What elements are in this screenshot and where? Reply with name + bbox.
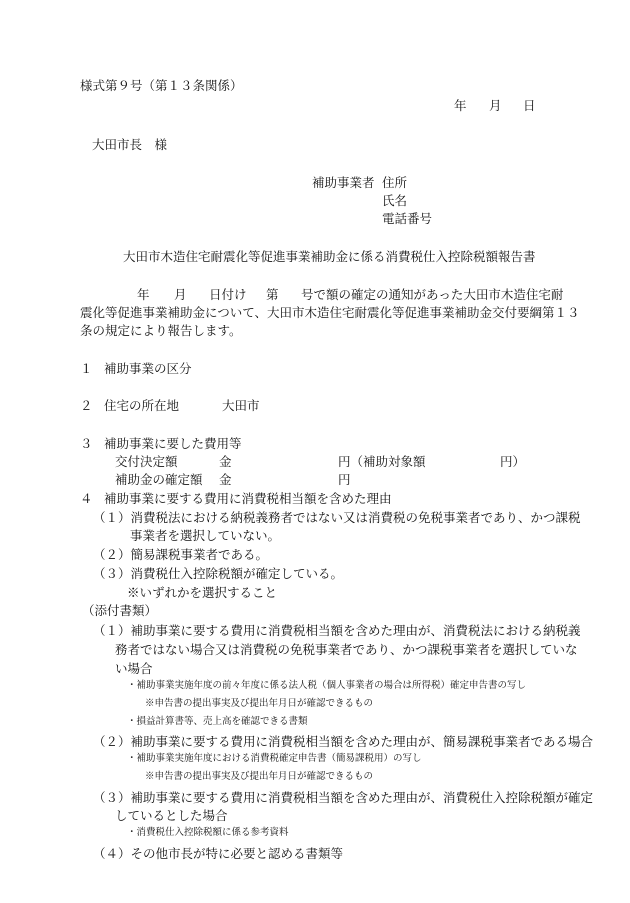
name-label: 氏名 — [382, 193, 408, 208]
attachment-1-item-1: ・補助事業実施年度の前々年度に係る法人税（個人事業者の場合は所得税）確定申告書の写し — [127, 680, 527, 691]
attachment-1-item-2: ・損益計算書等、売上高を確認できる書類 — [127, 716, 308, 727]
section-4-label: 補助事業に要する費用に消費税相当額を含めた理由 — [104, 491, 392, 506]
grant-decision-yen: 円（補助対象額 — [338, 454, 426, 469]
grant-decision-kin: 金 — [219, 454, 232, 469]
attachment-1-line1: （１）補助事業に要する費用に消費税相当額を含めた理由が、消費税法における納税義 — [93, 623, 581, 638]
date-year: 年 — [454, 98, 467, 113]
grant-decision-label: 交付決定額 — [115, 454, 178, 469]
reason-option-1-line1: （１）消費税法における納税義務者ではない又は消費税の免税事業者であり、かつ課税 — [93, 510, 581, 525]
applicant-role: 補助事業者 — [312, 175, 375, 190]
attachment-4-line1: （４）その他市長が特に必要と認める書類等 — [93, 846, 344, 861]
intro-dated: 日付け — [209, 287, 247, 302]
reason-option-2: （２）簡易課税事業者である。 — [93, 547, 269, 562]
attachment-1-item-1-note: ※申告書の提出事実及び提出年月日が確認できるもの — [145, 698, 374, 709]
attachment-1-line2: 務者ではない場合又は消費税の免税事業者であり、かつ課税事業者を選択していな — [115, 642, 578, 657]
attachment-3-line2: しているとした場合 — [115, 808, 228, 823]
grant-final-label: 補助金の確定額 — [115, 472, 203, 487]
intro-line3: 条の規定により報告します。 — [80, 323, 242, 338]
selection-note: ※いずれかを選択すること — [127, 585, 278, 600]
intro-month: 月 — [174, 287, 187, 302]
address-label: 住所 — [382, 175, 408, 190]
grant-decision-yen-close: 円） — [500, 454, 526, 469]
phone-label: 電話番号 — [382, 211, 433, 226]
section-2-value: 大田市 — [222, 398, 260, 413]
intro-year: 年 — [137, 287, 150, 302]
grant-final-kin: 金 — [219, 472, 232, 487]
attachment-1-line3: い場合 — [115, 661, 153, 676]
report-title: 大田市木造住宅耐震化等促進事業補助金に係る消費税仕入控除税額報告書 — [123, 249, 536, 264]
reason-option-3: （３）消費税仕入控除税額が確定している。 — [93, 566, 344, 581]
section-1-number: １ — [80, 361, 93, 376]
attachment-2-item-1-note: ※申告書の提出事実及び提出年月日が確認できるもの — [145, 771, 374, 782]
intro-line1-rest: 号で額の確定の通知があった大田市木造住宅耐 — [301, 287, 564, 302]
section-3-label: 補助事業に要した費用等 — [104, 436, 242, 451]
attachment-3-line1: （３）補助事業に要する費用に消費税相当額を含めた理由が、消費税仕入控除税額が確定 — [93, 790, 594, 805]
attachment-3-item-1: ・消費税仕入控除税額に係る参考資料 — [127, 827, 289, 838]
section-1-label: 補助事業の区分 — [104, 361, 192, 376]
attachment-2-item-1: ・補助事業実施年度における消費税確定申告書（簡易課税用）の写し — [127, 753, 422, 764]
form-number: 様式第９号（第１３条関係） — [80, 78, 243, 93]
section-3-number: ３ — [80, 436, 93, 451]
section-2-label: 住宅の所在地 — [104, 398, 180, 413]
grant-final-yen: 円 — [338, 472, 351, 487]
reason-option-1-line2: 事業者を選択していない。 — [130, 528, 281, 543]
section-2-number: ２ — [80, 398, 93, 413]
attachment-2-line1: （２）補助事業に要する費用に消費税相当額を含めた理由が、簡易課税事業者である場合 — [93, 734, 594, 749]
date-day: 日 — [523, 98, 536, 113]
date-month: 月 — [489, 98, 502, 113]
addressee: 大田市長 様 — [92, 137, 168, 152]
intro-no: 第 — [266, 287, 279, 302]
attachments-heading: （添付書類） — [82, 603, 158, 618]
intro-line2: 震化等促進事業補助金について、大田市木造住宅耐震化等促進事業補助金交付要綱第１３ — [80, 305, 580, 320]
section-4-number: ４ — [80, 491, 93, 506]
